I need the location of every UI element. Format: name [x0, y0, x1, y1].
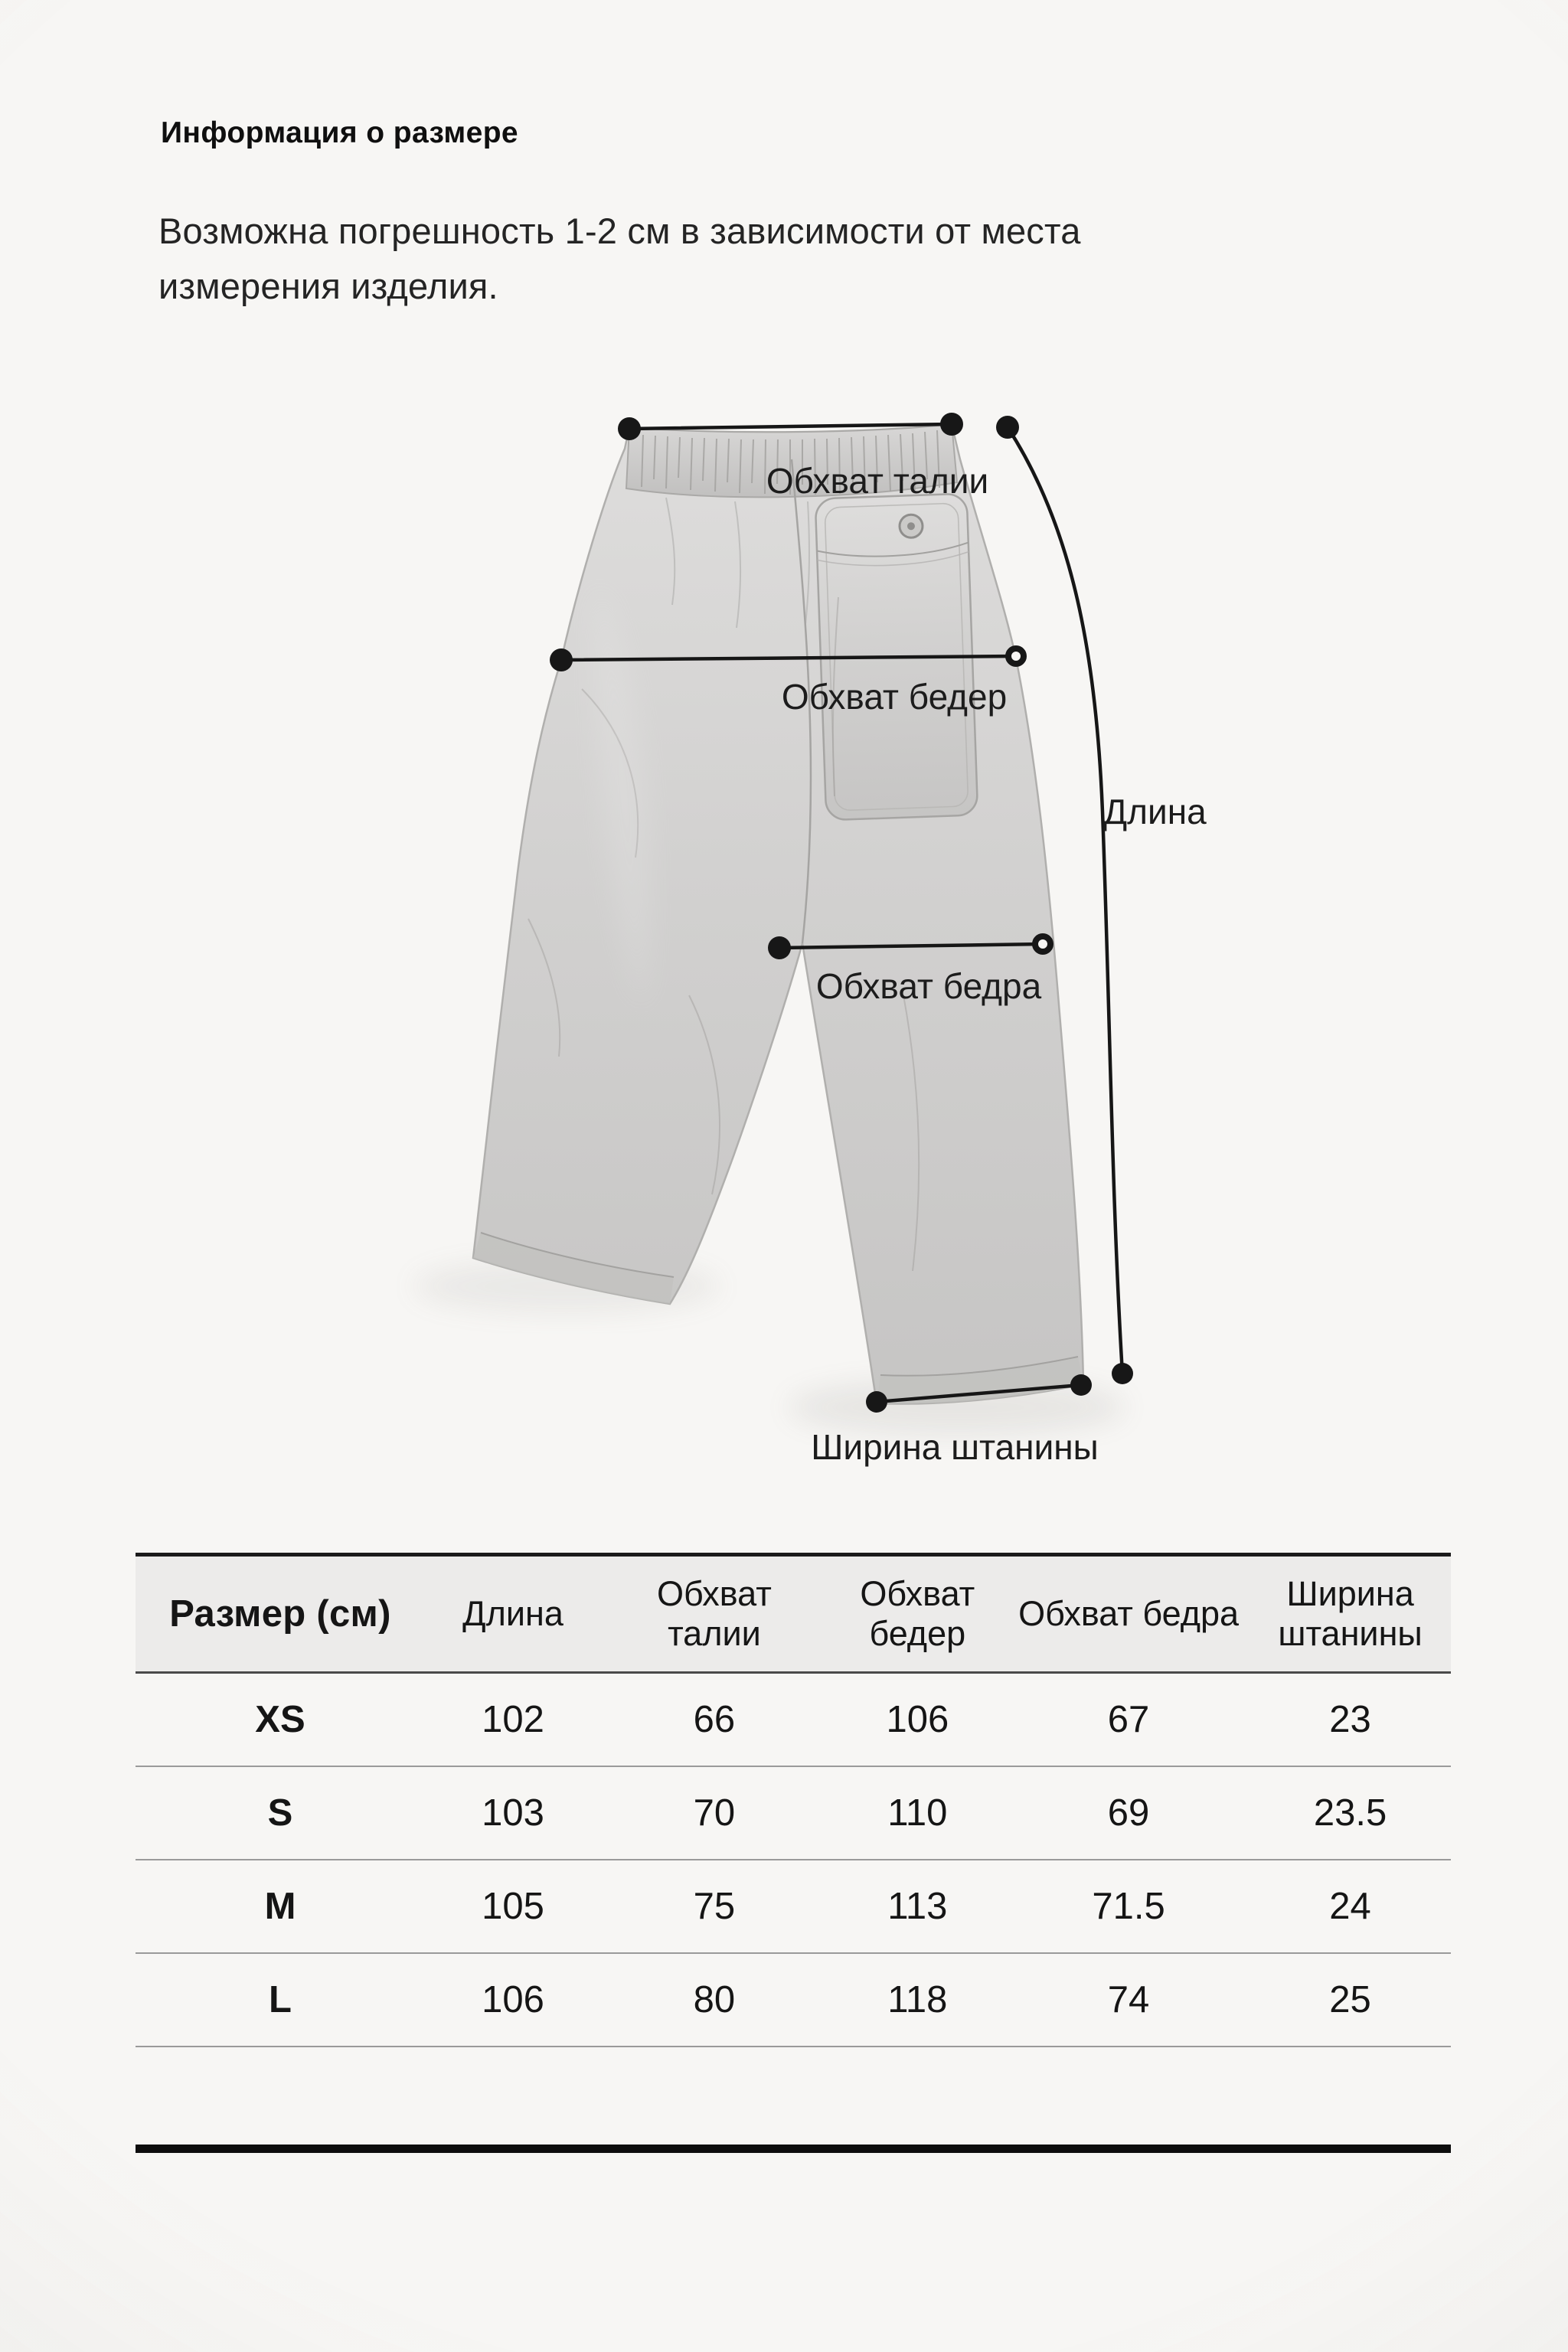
header-row: [136, 1557, 1451, 1673]
value-cell: 105: [425, 1860, 601, 1953]
table-row-m: [136, 1860, 1451, 1953]
length-label: Длина: [1103, 792, 1207, 831]
size-label: S: [136, 1766, 425, 1860]
value-cell: 80: [601, 1953, 827, 2047]
value-cell: 103: [425, 1766, 601, 1860]
value-cell: 118: [828, 1953, 1008, 2047]
column-header-leg-width: Ширина штанины: [1250, 1557, 1451, 1673]
tolerance-note-line1: Возможна погрешность 1-2 см в зависимости от места: [158, 211, 1081, 251]
tolerance-note-line2: измерения изделия.: [158, 266, 498, 306]
value-cell: 113: [828, 1860, 1008, 1953]
value-cell: 25: [1250, 1953, 1451, 2047]
hips-label: Обхват бедер: [781, 677, 1008, 717]
table-bottom-border: [136, 2047, 1451, 2153]
table-row-l: [136, 1953, 1451, 2047]
value-cell: 106: [828, 1673, 1008, 1767]
size-label: XS: [136, 1673, 425, 1767]
size-label: L: [136, 1953, 425, 2047]
value-cell: 70: [601, 1766, 827, 1860]
value-cell: 66: [601, 1673, 827, 1767]
pants-illustration: [473, 424, 1083, 1404]
value-cell: 69: [1008, 1766, 1250, 1860]
value-cell: 75: [601, 1860, 827, 1953]
thigh-label: Обхват бедра: [815, 966, 1042, 1006]
value-cell: 67: [1008, 1673, 1250, 1767]
waist-label: Обхват талии: [766, 461, 989, 501]
column-header-hips: Обхват бедер: [828, 1557, 1008, 1673]
size-table: [136, 1557, 1451, 2047]
value-cell: 24: [1250, 1860, 1451, 1953]
table-row-s: [136, 1766, 1451, 1860]
column-header-length: Длина: [425, 1557, 601, 1673]
column-header-size: Размер (см): [136, 1557, 425, 1673]
value-cell: 23.5: [1250, 1766, 1451, 1860]
table-row-xs: [136, 1673, 1451, 1767]
value-cell: 71.5: [1008, 1860, 1250, 1953]
column-header-thigh: Обхват бедра: [1008, 1557, 1250, 1673]
size-label: M: [136, 1860, 425, 1953]
value-cell: 110: [828, 1766, 1008, 1860]
size-table-header: [136, 1557, 1451, 1673]
value-cell: 106: [425, 1953, 601, 2047]
page-title: Информация о размере: [161, 116, 519, 149]
value-cell: 23: [1250, 1673, 1451, 1767]
size-table-container: [136, 1553, 1451, 2153]
value-cell: 102: [425, 1673, 601, 1767]
leg-width-label: Ширина штанины: [811, 1427, 1099, 1467]
value-cell: 74: [1008, 1953, 1250, 2047]
column-header-waist: Обхват талии: [601, 1557, 827, 1673]
